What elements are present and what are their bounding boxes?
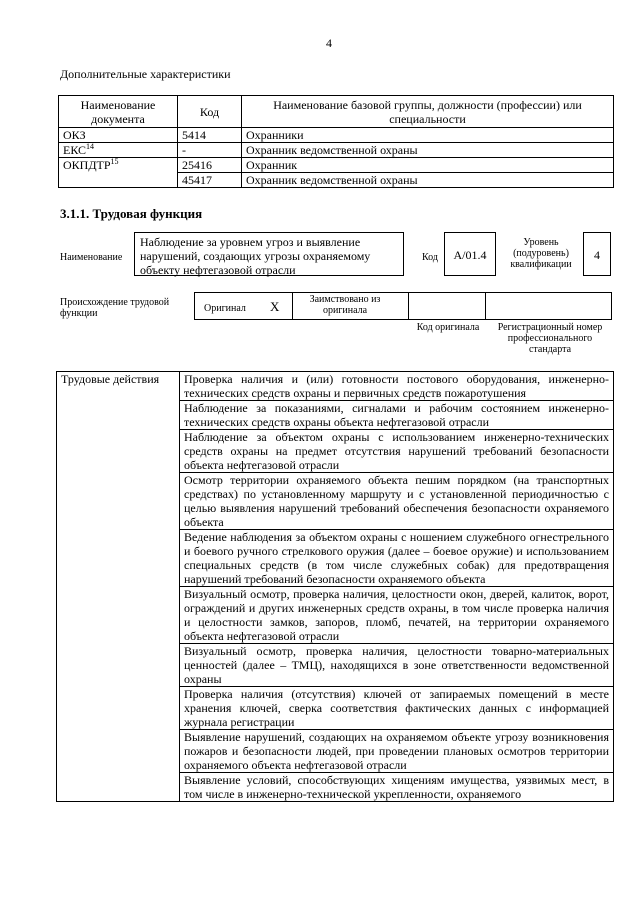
additional-table — [58, 95, 614, 188]
table-row — [57, 372, 614, 401]
origin-divider — [292, 292, 293, 320]
row-name: Охранник ведомственной охраны — [242, 143, 614, 158]
table-row — [59, 158, 614, 173]
table-row — [59, 143, 614, 158]
level-label: Уровень (подуровень) квалификации — [510, 237, 572, 270]
origin-label: Происхождение трудовой функции — [60, 297, 170, 319]
header-code: Код — [178, 96, 242, 128]
origin-row — [194, 292, 612, 320]
code-original-label: Код оригинала — [416, 322, 480, 333]
header-doc: Наименование документа — [59, 96, 178, 128]
row-doc: ОКПДТР$^{15}$ — [59, 158, 178, 188]
function-heading: 3.1.1. Трудовая функция — [60, 206, 203, 221]
function-level-box: 4 — [583, 232, 611, 276]
action-item: Наблюдение за показаниями, сигналами и рабочим состоянием инженерно-технических средств охраны объекта нефтегазовой отрасли — [180, 401, 614, 430]
row-code: 5414 — [178, 128, 242, 143]
section-title-additional: Дополнительные характеристики — [60, 67, 231, 81]
action-item: Выявление нарушений, создающих на охраняемом объекте угрозу возникновения пожаров и безопасности людей, при проведении плановых осмотров территории охраняемого объекта нефтегазовой отрасли — [180, 730, 614, 773]
action-item: Ведение наблюдения за объектом охраны с ношением служебного огнестрельного и боевого ручного стрелкового оружия (далее – боевое оружие) и использованием специальных средств (в том числе служебных собак) для предотвращения нарушений требований безопасности охраняемого объекта — [180, 530, 614, 587]
function-name-box: Наблюдение за уровнем угроз и выявление нарушений, создающих угрозы охраняемому объекту нефтегазовой отрасли — [134, 232, 404, 276]
borrowed-label: Заимствовано из оригинала — [309, 294, 381, 316]
row-name: Охранник — [242, 158, 614, 173]
actions-table — [56, 371, 614, 802]
action-item: Проверка наличия (отсутствия) ключей от запираемых помещений в месте хранения ключей, сверка соответствия фактических данных с информацией журнала регистрации — [180, 687, 614, 730]
action-item: Визуальный осмотр, проверка наличия, целостности товарно-материальных ценностей (далее – ТМЦ), находящихся в зоне ответственности ведомственной охраны — [180, 644, 614, 687]
footnote-mark: 15 — [110, 157, 119, 166]
action-item: Наблюдение за объектом охраны с использованием инженерно-технических средств охраны на предмет отсутствия нарушений требований безопасности объекта нефтегазовой отрасли — [180, 430, 614, 473]
action-item: Выявление условий, способствующих хищениям имущества, уязвимых мест, в том числе в инженерно-технической укрепленности, охраняемого — [180, 773, 614, 802]
name-label: Наименование — [60, 252, 123, 263]
table-row — [59, 128, 614, 143]
action-item: Визуальный осмотр, проверка наличия, целостности окон, дверей, калиток, ворот, ограждений и других инженерных средств охраны, в том числе проверка наличия и целостности замков, запоров, пломб, печатей, на территории охраняемого объекта нефтегазовой отрасли — [180, 587, 614, 644]
table-header-row — [59, 96, 614, 128]
row-code: 25416 — [178, 158, 242, 173]
original-label: Оригинал — [204, 303, 246, 314]
reg-number-label: Регистрационный номер профессионального стандарта — [497, 322, 603, 355]
page-number: 4 — [326, 36, 332, 50]
original-mark: X — [270, 299, 280, 314]
row-code: 45417 — [178, 173, 242, 188]
row-name: Охранник ведомственной охраны — [242, 173, 614, 188]
code-label: Код — [422, 252, 438, 263]
row-doc: ОКЗ — [59, 128, 178, 143]
row-doc: ЕКС$^{14}$ — [59, 143, 178, 158]
row-code: - — [178, 143, 242, 158]
row-name: Охранники — [242, 128, 614, 143]
function-code-box: А/01.4 — [444, 232, 496, 276]
action-item: Проверка наличия и (или) готовности постового оборудования, инженерно-технических средств охраны и первичных средств пожаротушения — [180, 372, 614, 401]
action-item: Осмотр территории охраняемого объекта пешим порядком (на транспортных средствах) по установленному маршруту и с установленной периодичностью с целью выявления нарушений требований обеспечения безопасности охраняемого объекта — [180, 473, 614, 530]
actions-label: Трудовые действия — [57, 372, 180, 802]
origin-divider — [408, 292, 409, 320]
header-name: Наименование базовой группы, должности (профессии) или специальности — [242, 96, 614, 128]
footnote-mark: 14 — [86, 142, 95, 151]
origin-divider — [485, 292, 486, 320]
